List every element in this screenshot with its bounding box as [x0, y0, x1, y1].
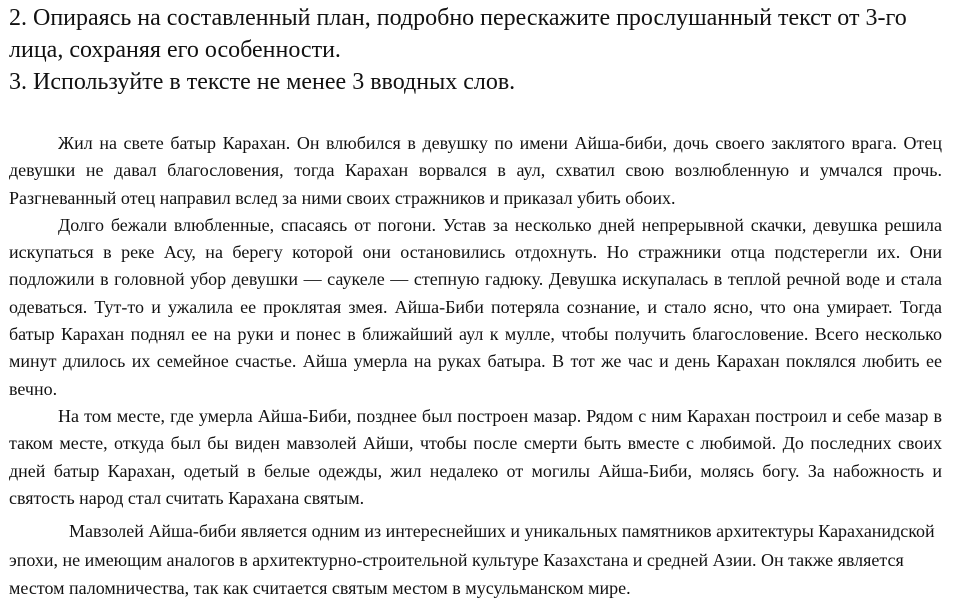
mausoleum-paragraph: Мавзолей Айша-биби является одним из интереснейших и уникальных памятников архитектуры Караханидской эпохи, не имеющим аналогов в архитектурно-строительной культуре Казахстана и средней Азии. Он также является местом паломничества, так как считается святым местом в мусульманском мире.: [9, 521, 935, 598]
story-text: [9, 130, 942, 512]
story-paragraph-2: Долго бежали влюбленные, спасаясь от погони. Устав за несколько дней непрерывной скачки, девушка решила искупаться в реке Асу, на берегу которой они остановились отдохнуть. Но стражники отца подстерегли их. Они подложили в головной убор девушки — саукеле — степную гадюку. Девушка искупалась в теплой речной воде и стала одеваться. Тут-то и ужалила ее проклятая змея. Айша-Биби потеряла сознание, и стало ясно, что она умирает. Тогда батыр Карахан поднял ее на руки и понес в ближайший аул к мулле, чтобы получить благословение. Всего несколько минут длилось их семейное счастье. Айша умерла на руках батыра. В тот же час и день Карахан поклялся любить ее вечно.: [9, 214, 942, 399]
task-2: 2. Опираясь на составленный план, подробно перескажите прослушанный текст от 3-го лица, сохраняя его особенности.: [9, 5, 907, 63]
story-paragraph-1: Жил на свете батыр Карахан. Он влюбился в девушку по имени Айша-биби, дочь своего заклятого врага. Отец девушки не давал благословения, тогда Карахан ворвался в аул, схватил свою возлюбленную и умчался прочь. Разгневанный отец направил вслед за ними своих стражников и приказал убить обоих.: [9, 133, 942, 208]
story-paragraph-3: На том месте, где умерла Айша-Биби, позднее был построен мазар. Рядом с ним Карахан построил и себе мазар в таком месте, откуда был бы виден мавзолей Айши, чтобы после смерти быть вместе с любимой. До последних своих дней батыр Карахан, одетый в белые одежды, жил недалеко от могилы Айша-Биби, молясь богу. За набожность и святость народ стал считать Карахана святым.: [9, 405, 942, 508]
task-3: 3. Используйте в тексте не менее 3 вводных слов.: [9, 69, 516, 95]
task-list: [9, 2, 949, 98]
mausoleum-note: [9, 517, 942, 603]
